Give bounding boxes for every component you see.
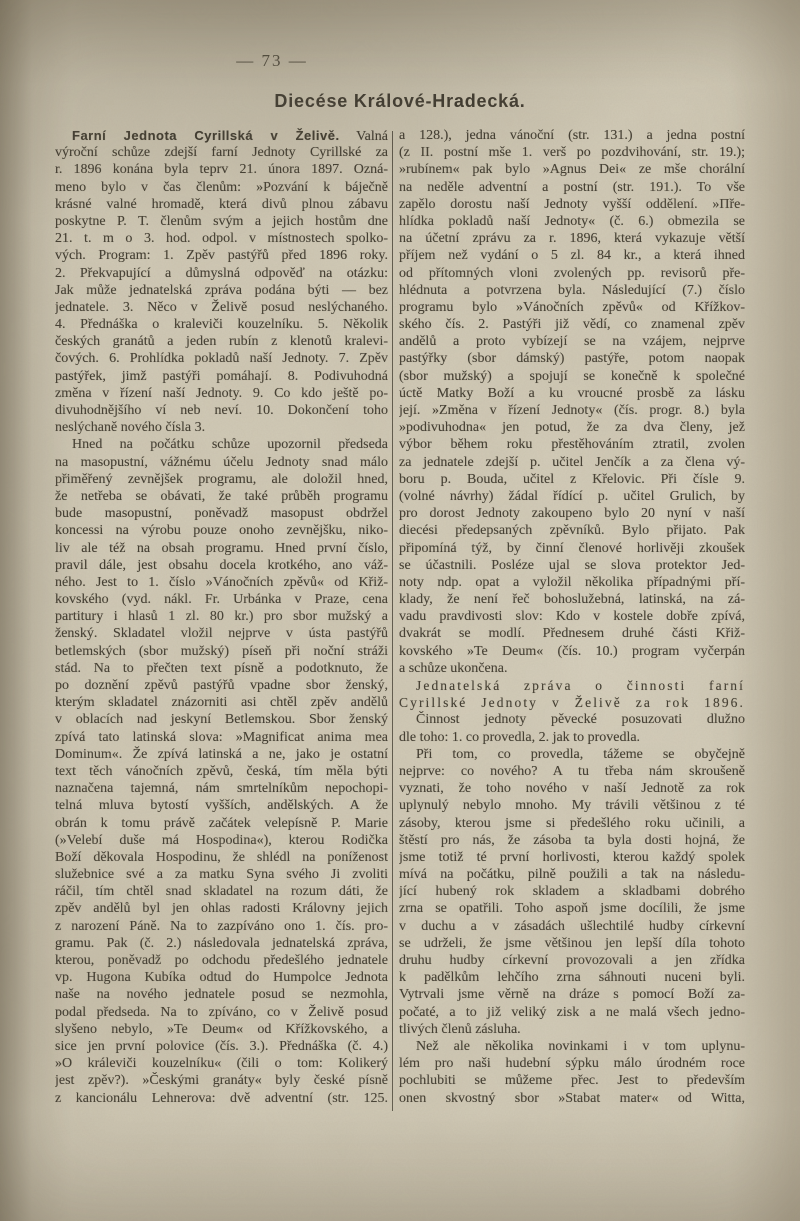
text-line: příjem než vydání o 5 zl. 84 kr., a která ihned — [399, 248, 745, 264]
text-line: klady, že není řeč bohoslužebná, latinská, na zá- — [399, 592, 745, 608]
text-line: hlídka pokladů naší Jednoty« (č. 6.) obmezila se — [399, 213, 745, 229]
text-line: Než ale několika novinkami i v tom uplynu- — [416, 1038, 745, 1054]
text-line: se účastnili. Posléze ujal se slova protektor Jed- — [399, 557, 745, 573]
text-line: (sbor mužský) a spojují se konečně k společné — [399, 368, 745, 384]
text-line: Farní Jednota Cyrillská v Želivě. Valná — [72, 128, 388, 144]
text-line: obrán k tomu právě začátek velepísně P. Marie — [55, 815, 388, 831]
text-line: gramu. Pak (č. 2.) následovala jednatelská zpráva, — [55, 935, 388, 951]
text-line: po doznění zpěvů pastýřů vpadne sbor ženský, — [55, 678, 388, 693]
text-line: ného. Jest to 1. číslo »Vánočních zpěvů« od Křiž- — [55, 574, 388, 590]
text-line: na účetní zprávu za r. 1896, která vykazuje větší — [399, 231, 745, 247]
text-line: připomíná týž, by činní členové horlivěji zkoušek — [399, 540, 745, 556]
text-line: na masopustní, vážnému účelu Jednoty snad málo — [55, 454, 388, 470]
text-line: lém pro naši hudební sýpku málo úrodném roce — [399, 1056, 745, 1072]
text-line: Dominum«. Že zpívá latinská a ne, jako je ostatní — [55, 746, 388, 762]
left-column — [55, 127, 388, 1107]
text-line: v oblacích nad jeskyní Betlemskou. Sbor ženský — [55, 712, 388, 728]
text-line: neslýchaně nového čísla 3. — [55, 420, 206, 436]
text-line: (z II. postní mše 1. verš po pozdvihování, str. 19.); — [399, 145, 745, 161]
text-line: pastýřky (sbor dámský) pastýře, potom naopak — [399, 351, 745, 367]
text-line: vých. Program: 1. Zpěv pastýřů před 1896 roky. — [55, 248, 388, 264]
text-line: programu bylo »Vánočních zpěvů« od Křížkov- — [399, 299, 745, 315]
text-line: na neděle adventní a postní (str. 191.). To vše — [399, 179, 745, 195]
text-line: 2. Překvapující a důmyslná odpověď na otázku: — [55, 265, 388, 281]
text-line: a schůze ukončena. — [399, 660, 508, 676]
text-line: bude masopustní, poněvadž masopust obdržel — [55, 506, 388, 522]
text-line: úctě Matky Boží a ku vroucné prosbě za lásku — [399, 385, 745, 401]
text-line: naše na nového jednatele posud se nezmohla, — [55, 987, 388, 1003]
text-line: z narození Páně. Na to zazpíváno ono 1. čís. pro- — [55, 918, 388, 934]
text-line: její. »Změna v řízení Jednoty« (čís. progr. 8.) byla — [399, 403, 745, 418]
text-line: slyšeno nebylo, »Te Deum« od Křížkovského, a — [55, 1021, 388, 1037]
text-line: meno bylo v čas členům: »Pozvání k báječně — [55, 179, 388, 195]
text-line: a 128.), jedna vánoční (str. 131.) a jedna postní — [399, 128, 745, 143]
text-line: vyznati, že toho nového v naší Jednotě za rok — [399, 781, 745, 797]
text-line: jsme totiž té první horlivosti, kterou každý spolek — [399, 849, 745, 865]
text-line: kterou, poněvadž po odchodu předešlého jednatele — [55, 953, 388, 968]
text-line: dvakrát se modlí. Přednesem druhé části Křiž- — [399, 626, 745, 642]
text-line: čových. 6. Prohlídka pokladů naší Jednoty. 7. Zpěv — [55, 351, 388, 367]
text-line: onen skvostný sbor »Stabat mater« od Witta, — [399, 1090, 745, 1106]
text-line: zrna se opatřili. Toho aspoň jsme docílili, že jsme — [399, 901, 745, 917]
text-line: »O králeviči kouzelníku« (čili o tom: Kolikerý — [55, 1056, 388, 1072]
text-line: za jednatele zdejší p. učitel Jenčík a za člena vý- — [399, 454, 745, 470]
text-line: betlemských (sbor mužský) píseň při noční stráži — [55, 643, 388, 659]
text-line: počaté, a to již veliký zisk a ne malá všech jedno- — [399, 1004, 745, 1020]
text-line: (volné návrhy) žádal řídící p. učitel Grulich, by — [399, 488, 745, 504]
text-line: uplynulý nebylo mnoho. My trávili většinou z té — [399, 798, 745, 814]
text-line: českých granátů a jeden rubín z klenotů kralevi- — [55, 334, 388, 350]
text-line: jednatele. 3. Něco v Želivě posud neslýchaného. — [55, 299, 388, 315]
text-line: ráčil, tím chtěl snad skladatel na rozum dáti, že — [55, 884, 388, 900]
text-line: od přítomných vloni zvolených pp. revisorů pře- — [399, 265, 745, 281]
text-line: štěstí pro nás, že zásoba ta byla dosti hojná, že — [399, 832, 745, 848]
text-line: »podivuhodna« jen potud, že za dva členy, jež — [399, 420, 745, 436]
text-line: tlivých členů zásluha. — [399, 1021, 521, 1037]
text-line: se udrželi, že jsme většinou jen lepší díla tohoto — [399, 935, 745, 951]
text-line: liv ale též na obsah programu. Hned první číslo, — [55, 540, 388, 556]
text-line: text těch vánočních zpěvů, česká, tím měla býti — [55, 763, 388, 779]
text-line: že netřeba se obávati, že také průběh programu — [55, 488, 388, 504]
text-line: divuhodnějšího ví neb neví. 10. Dokončení toho — [55, 403, 388, 418]
text-line: Jak může jednatelská zpráva podána býti — bez — [55, 282, 388, 298]
text-line: (»Velebí duše má Hospodina«), kterou Rodička — [55, 832, 388, 848]
text-line: ského čís. 2. Pastýři již vědí, co znamenal zpěv — [399, 317, 745, 333]
text-line: vadu pravdivosti slov: Kdo v kostele dobře zpívá, — [399, 609, 745, 625]
text-line: Jednatelská zpráva o činnosti farní — [416, 678, 745, 693]
text-line: zpívá tato latinská slova: »Magnificat anima mea — [55, 729, 388, 745]
text-line: noty ndp. opat a vyložil několika případnými pří- — [399, 574, 745, 590]
text-line: mívá na počátku, pilně použili a tak na následu- — [399, 867, 745, 883]
text-line: 21. t. m o 3. hod. odpol. v místnostech spolko- — [55, 231, 388, 247]
column-divider — [392, 131, 393, 1111]
right-column — [399, 127, 745, 1107]
text-line: hlédnuta a potvrzena byla. Následující (7.) číslo — [399, 282, 745, 298]
text-line: nejprve: co nového? A tu třeba nám skroušeně — [399, 763, 745, 779]
text-line: služebnice své a za matku Syna svého Ji zvoliti — [55, 867, 388, 883]
text-line: krásné valné hromadě, která divů plnou zábavu — [55, 196, 388, 212]
text-line: Cyrillské Jednoty v Želivě za rok 1896. — [399, 695, 745, 711]
text-line: kterým skladatel znázorniti asi chtěl zpěv andělů — [55, 695, 388, 711]
text-line: pravil dále, jest obsahu docela krotkého, ano váž- — [55, 557, 388, 573]
text-line: vp. Hugona Kubíka odtud do Humpolce Jednota — [55, 970, 388, 986]
text-line: poskytne P. T. členům svým a jejich hostům dne — [55, 213, 388, 229]
text-line: Vytrvali jsme věrně na dráze s pomocí Boží za- — [399, 987, 745, 1003]
text-line: změna v řízení naší Jednoty. 9. Co kdo ještě po- — [55, 385, 388, 401]
text-line: jící hubený rok skladem a skladbami dobrého — [399, 884, 745, 900]
text-line: 4. Přednáška o kraleviči kouzelníku. 5. Několik — [55, 317, 388, 333]
text-line: zásoby, kterou jsme si předešlého roku učinili, a — [399, 815, 745, 831]
text-line: stád. Na to přečten text písně a podotknuto, že — [55, 660, 388, 676]
text-line: k padělkům lehčího zrna sáhnouti nuceni byli. — [399, 970, 745, 986]
section-title: Diecése Králové-Hradecká. — [274, 91, 526, 111]
text-line: zapělo dorostu naší Jednoty vyšší oddělení. »Пře- — [399, 196, 745, 212]
text-line: Činnost jednoty pěvecké posuzovati dlužno — [416, 712, 745, 728]
text-line: kovského (vyd. nákl. Fr. Urbánka v Praze, cena — [55, 592, 388, 608]
text-line: telná mluva bytostí vyšších, andělských. A že — [55, 798, 388, 814]
text-line: výroční schůze zdejší farní Jednoty Cyrillské za — [55, 145, 388, 161]
text-line: kovského »Te Deum« (čís. 10.) program vyčerpán — [399, 643, 745, 659]
text-line: boru p. Bouda, učitel z Křelovic. Při čísle 9. — [399, 471, 745, 487]
text-line: zpěv andělů byl jen ohlas radosti Královny jejich — [55, 901, 388, 917]
text-line: naznačena tajemná, nám smrtelníkům nepochopi- — [55, 781, 388, 797]
text-line: ženský. Skladatel vložil nejprve v ústa pastýřů — [55, 626, 388, 642]
text-line: »rubínem« pak bylo »Agnus Dei« ze mše chorální — [399, 162, 745, 178]
text-line: andělů a proto vybízejí se na vzájem, nejprve — [399, 334, 745, 350]
text-line: výbor během roku přestěhováním ztratil, zvolen — [399, 437, 745, 453]
text-line: pochlubiti se můžeme přec. Jest to především — [399, 1073, 745, 1089]
text-line: pro dorost Jednoty zakoupeno bylo 20 nyní v naší — [399, 506, 745, 522]
text-line: podal předseda. Na to zpíváno, co v Želivě posud — [55, 1004, 388, 1020]
text-line: přiměřený zevnějšek programu, ale doložil hned, — [55, 471, 388, 487]
paragraph-lead-bold: Farní Jednota Cyrillská v Želivě. — [72, 128, 340, 143]
text-line: druhu hudby církevní provozovali a jen zřídka — [399, 953, 745, 968]
text-line: z kancionálu Lehnerova: dvě adventní (str. 125. — [55, 1090, 388, 1106]
text-line: jest zpěv?). »Českými granáty« byly české písně — [55, 1073, 388, 1089]
text-line: koncessi na výrobu pouze onoho zevnějšku, niko- — [55, 523, 388, 539]
text-line: diecési předepsaných zpěvníků. Bylo přijato. Pak — [399, 523, 745, 539]
text-line: v duchu a v zásadách ušlechtilé hudby církevní — [399, 918, 745, 934]
text-line: Hned na počátku schůze upozornil předseda — [72, 437, 388, 453]
text-line: partitury i hlasů 1 zl. 80 kr.) pro sbor mužský a — [55, 609, 388, 625]
text-line: sice jen první polovice (čís. 3.). Přednáška (č. 4.) — [55, 1038, 388, 1054]
text-line: dle toho: 1. co provedla, 2. jak to provedla. — [399, 729, 641, 745]
text-line: Boží děkovala Hospodinu, že shlédl na poníženost — [55, 849, 388, 865]
page-number: — 73 — — [236, 51, 308, 70]
text-line: pastýřek, jimž pastýři pomáhají. 8. Podivuhodná — [55, 368, 388, 384]
text-line: r. 1896 konána byla teprv 21. února 1897. Ozná- — [55, 162, 388, 178]
text-line: Při tom, co provedla, tážeme se obyčejně — [416, 746, 745, 762]
